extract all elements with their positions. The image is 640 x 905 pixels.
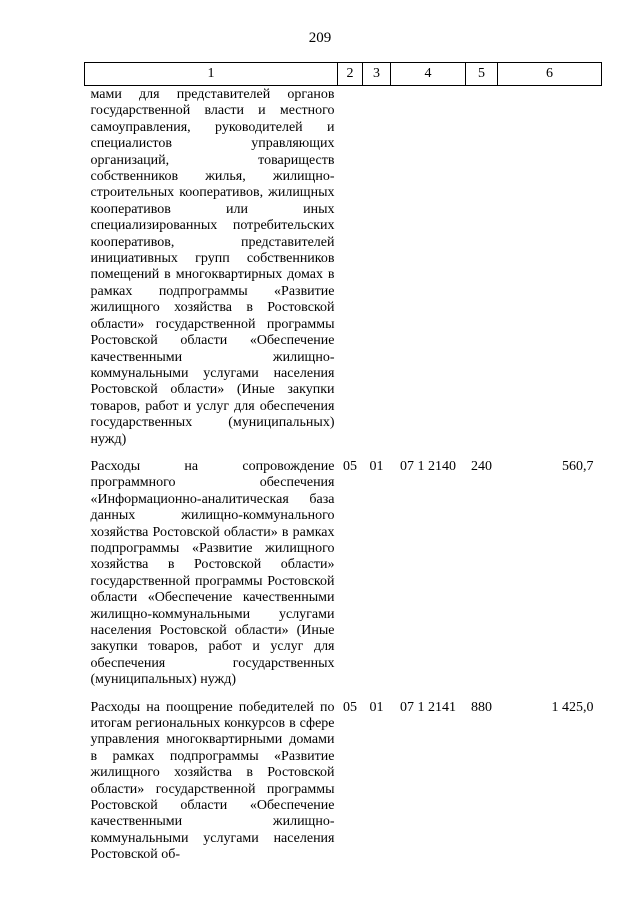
row-section-code xyxy=(338,86,363,448)
row-expense-type-code: 880 xyxy=(471,699,492,715)
row-subsection-code xyxy=(363,86,391,448)
table-row xyxy=(85,689,602,864)
row-target-article-code: 07 1 2140 xyxy=(400,458,456,474)
table-row xyxy=(85,86,602,448)
row-amount: 1 425,0 xyxy=(551,699,594,715)
header-col-5: 5 xyxy=(466,63,498,86)
row-subsection-code: 01 xyxy=(369,458,384,474)
row-subsection-code: 01 xyxy=(369,699,384,715)
table-body xyxy=(85,86,602,864)
row-amount: 560,7 xyxy=(562,458,594,474)
header-col-2: 2 xyxy=(338,63,363,86)
row-amount xyxy=(498,86,602,448)
row-description: Расходы на сопровождение программного обеспечения «Информационно-аналитическая база данных жилищно-коммунального хозяйства Ростовской области» в рамках подпрограммы «Развитие жилищного хозяйства в Ростовской области» государственной программы Ростовской области «Обеспечение качественными жилищно-коммунальными услугами населения Ростовской области» (Иные закупки товаров, работ и услуг для обеспечения государственных (муниципальных) нужд) xyxy=(90,458,335,688)
row-expense-type-code xyxy=(466,86,498,448)
table-row xyxy=(85,448,602,689)
header-col-3: 3 xyxy=(363,63,391,86)
row-target-article-code: 07 1 2141 xyxy=(400,699,456,715)
page-number: 209 xyxy=(308,30,332,46)
header-col-4: 4 xyxy=(391,63,466,86)
header-col-1: 1 xyxy=(85,63,338,86)
row-section-code: 05 xyxy=(343,699,357,715)
row-description: мами для представителей органов государственной власти и местного самоуправления, руководителей и специалистов управляющих организаций, товариществ собственников жилья, жилищно-строительных кооперативов, жилищных кооперативов или иных специализированных потребительских кооперативов, представителей инициативных групп собственников помещений в многоквартирных домах в рамках подпрограммы «Развитие жилищного хозяйства в Ростовской области» государственной программы Ростовской области «Обеспечение качественными жилищно-коммунальными услугами населения Ростовской области» (Иные закупки товаров, работ и услуг для обеспечения государственных (муниципальных) нужд) xyxy=(90,87,335,447)
row-expense-type-code: 240 xyxy=(471,458,492,474)
header-col-6: 6 xyxy=(498,63,602,86)
budget-table xyxy=(84,62,602,864)
row-target-article-code xyxy=(391,86,466,448)
row-description: Расходы на поощрение победителей по итогам региональных конкурсов в сфере управления многоквартирными домами в рамках подпрограммы «Развитие жилищного хозяйства в Ростовской области» государственной программы Ростовской области «Обеспечение качественными жилищно-коммунальными услугами населения Ростовской об- xyxy=(90,699,335,863)
table-header xyxy=(85,63,602,86)
row-section-code: 05 xyxy=(343,458,357,474)
header-row xyxy=(85,63,602,86)
